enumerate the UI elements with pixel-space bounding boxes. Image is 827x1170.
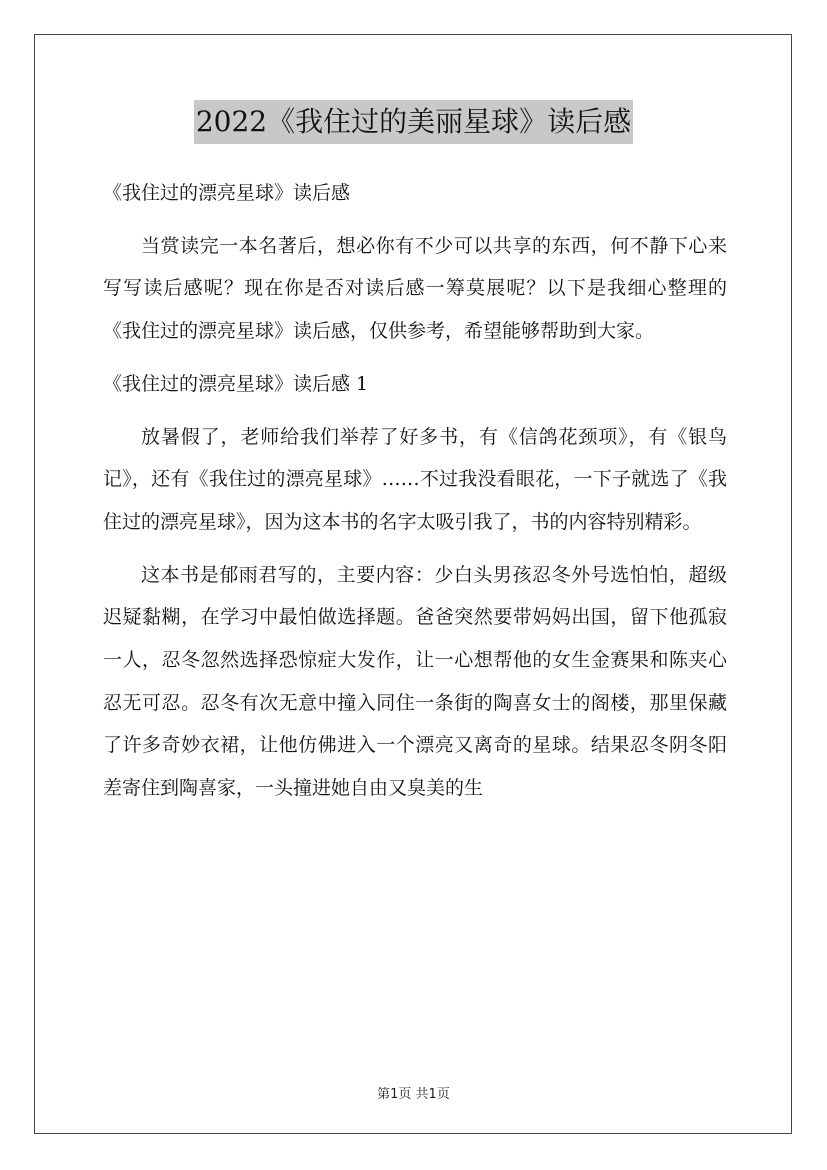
document-title: 2022《我住过的美丽星球》读后感	[194, 100, 633, 144]
intro-paragraph: 当赏读完一本名著后，想必你有不少可以共享的东西，何不静下心来写写读后感呢？现在你是否对读后感一筹莫展呢？以下是我细心整理的《我住过的漂亮星球》读后感，仅供参考，希望能够帮助到大家。	[103, 234, 727, 343]
body-paragraph-2: 这本书是郁雨君写的，主要内容：少白头男孩忍冬外号选怕怕，超级迟疑黏糊，在学习中最怕做选择题。爸爸突然要带妈妈出国，留下他孤寂一人，忍冬忽然选择恐惊症大发作，让一心想帮他的女生金赛果和陈夹心忍无可忍。忍冬有次无意中撞入同住一条街的陶喜女士的阁楼，那里保藏了许多奇妙衣裙，让他仿佛进入一个漂亮又离奇的星球。结果忍冬阴冬阳差寄住到陶喜家，一头撞进她自由又臭美的生	[103, 563, 727, 800]
document-body	[103, 172, 727, 820]
section-heading: 《我住过的漂亮星球》读后感 1	[103, 372, 369, 395]
title-container	[0, 100, 827, 144]
document-subtitle: 《我住过的漂亮星球》读后感	[103, 182, 351, 204]
page-number-footer: 第1页 共1页	[377, 1087, 450, 1102]
body-paragraph-1: 放暑假了，老师给我们举荐了好多书，有《信鸽花颈项》，有《银鸟记》，还有《我住过的漂亮星球》……不过我没看眼花，一下子就选了《我住过的漂亮星球》，因为这本书的名字太吸引我了，书的内容特别精彩。	[103, 425, 727, 533]
